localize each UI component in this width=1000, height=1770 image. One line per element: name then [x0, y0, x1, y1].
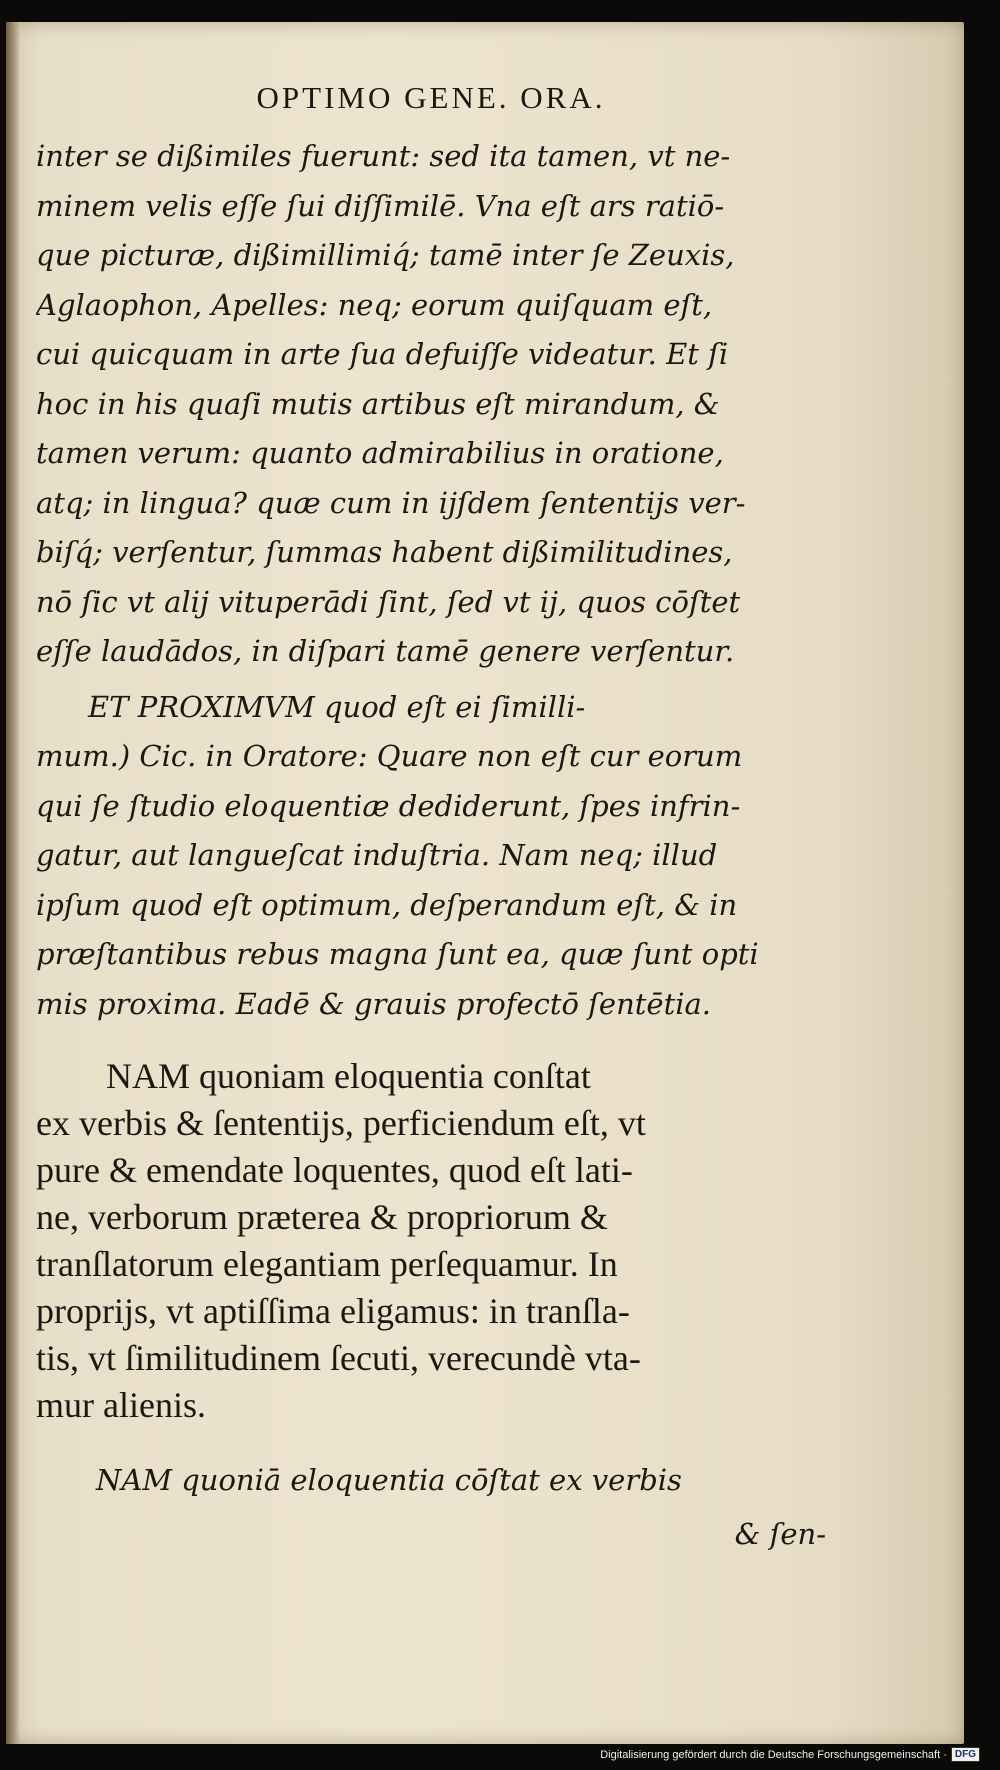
- book-page: [6, 22, 964, 1744]
- page-gutter-shadow: [6, 22, 20, 1744]
- text-line: proprijs, vt aptiſſima eligamus: in tranſla-: [36, 1291, 630, 1331]
- text-line: mis proxima. Eadē & grauis profectō ſentētia.: [36, 986, 712, 1021]
- credit-text: Digitalisierung gefördert durch die Deutsche Forschungsgemeinschaft ·: [600, 1748, 947, 1761]
- spacer: [36, 1429, 826, 1453]
- text-line: ne, verborum præterea & propriorum &: [36, 1197, 608, 1237]
- text-line: gatur, aut langueſcat induſtria. Nam neq; illud: [36, 838, 718, 872]
- italic-paragraph-1: [36, 132, 826, 677]
- dfg-logo: DFG: [951, 1747, 980, 1762]
- spacer: [36, 1029, 826, 1053]
- text-line: præſtantibus rebus magna ſunt ea, quæ ſunt opti: [36, 937, 759, 971]
- text-line: tis, vt ſimilitudinem ſecuti, verecundè vta-: [36, 1338, 641, 1378]
- text-line: tamen verum: quanto admirabilius in oratione,: [36, 436, 724, 470]
- text-line: ipſum quod eſt optimum, deſperandum eſt, & in: [36, 887, 738, 922]
- text-line: hoc in his quaſi mutis artibus eſt mirandum, &: [36, 386, 720, 421]
- text-line: atq; in lingua? quæ cum in ijſdem ſententijs ver-: [36, 485, 746, 520]
- text-line: cui quicquam in arte ſua defuiſſe videatur. Et ſi: [36, 337, 729, 371]
- text-line: pure & emendate loquentes, quod eſt lati-: [36, 1150, 633, 1190]
- text-line: NAM quoniam eloquentia conſtat: [106, 1056, 591, 1096]
- text-line: nō ſic vt alij vituperādi ſint, ſed vt ij, quos cōſtet: [36, 584, 741, 619]
- text-line: minem velis eſſe ſui diſſimilē. Vna eſt ars ratiō-: [36, 188, 725, 223]
- text-line: mum.) Cic. in Oratore: Quare non eſt cur eorum: [36, 739, 743, 773]
- text-line: biſq́; verſentur, ſummas habent dißimilitudines,: [36, 535, 733, 569]
- text-line: qui ſe ſtudio eloquentiæ dediderunt, ſpes infrin-: [36, 788, 741, 823]
- text-line: tranſlatorum elegantiam perſequamur. In: [36, 1244, 618, 1284]
- text-line: Aglaophon, Apelles: neq; eorum quiſquam eſt,: [36, 287, 713, 322]
- text-line: inter se dißimiles fuerunt: sed ita tamen, vt ne-: [36, 139, 731, 173]
- roman-paragraph: [36, 1053, 826, 1429]
- page-text-block: [36, 74, 826, 1561]
- digitization-credit: [600, 1747, 980, 1762]
- text-line: que picturæ, dißimillimiq́; tamē inter ſe Zeuxis,: [36, 238, 735, 272]
- commentary-paragraph: [36, 1453, 826, 1561]
- italic-paragraph-2: [36, 683, 826, 1030]
- catchword: & ſen-: [734, 1517, 826, 1551]
- text-line: mur alienis.: [36, 1385, 206, 1425]
- running-head: OPTIMO GENE. ORA.: [256, 80, 606, 115]
- text-line: eſſe laudādos, in diſpari tamē genere verſentur.: [36, 634, 735, 668]
- text-line: ET PROXIMVM quod eſt ei ſimilli-: [88, 689, 586, 724]
- text-line: ex verbis & ſententijs, perficiendum eſt, vt: [36, 1103, 646, 1143]
- text-line: NAM quoniā eloquentia cōſtat ex verbis: [96, 1463, 682, 1497]
